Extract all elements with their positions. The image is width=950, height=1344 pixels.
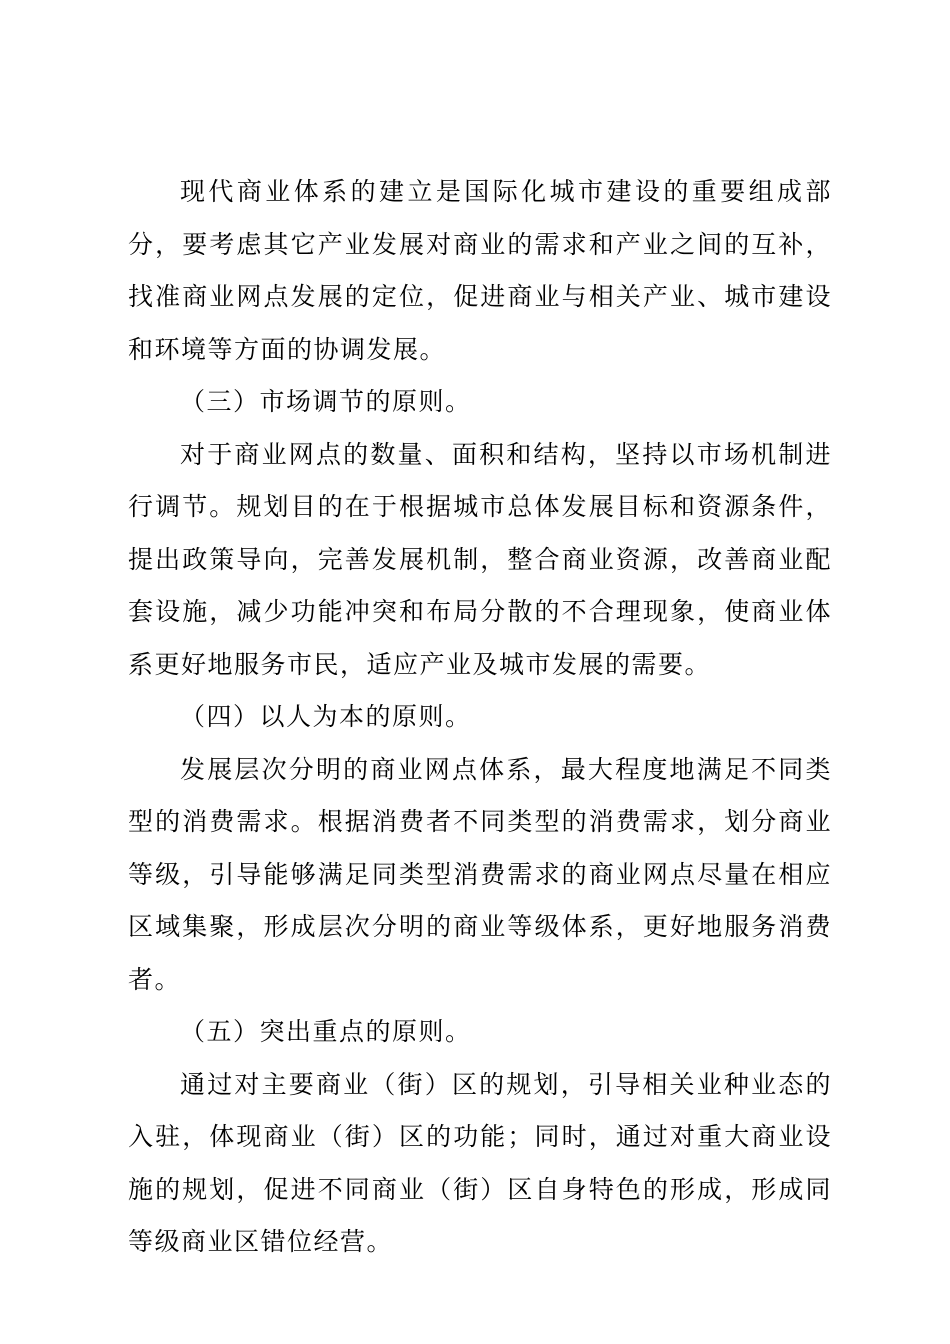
section-heading-market-regulation: （三）市场调节的原则。 xyxy=(180,387,472,416)
paragraph-key-focus: 通过对主要商业（街）区的规划，引导相关业种业态的入驻，体现商业（街）区的功能；同时，通过对重大商业设施的规划，促进不同商业（街）区自身特色的形成，形成同等级商业区错位经营。 xyxy=(128,1069,832,1256)
paragraph-people-oriented: 发展层次分明的商业网点体系，最大程度地满足不同类型的消费需求。根据消费者不同类型的消费需求，划分商业等级，引导能够满足同类型消费需求的商业网点尽量在相应区域集聚，形成层次分明的商业等级体系，更好地服务消费者。 xyxy=(128,754,832,994)
section-heading-key-focus: （五）突出重点的原则。 xyxy=(180,1017,472,1046)
paragraph-modern-commerce-system: 现代商业体系的建立是国际化城市建设的重要组成部分，要考虑其它产业发展对商业的需求和产业之间的互补，找准商业网点发展的定位，促进商业与相关产业、城市建设和环境等方面的协调发展。 xyxy=(128,177,832,364)
document-body xyxy=(128,166,832,1269)
section-heading-people-oriented: （四）以人为本的原则。 xyxy=(180,702,472,731)
paragraph-market-regulation: 对于商业网点的数量、面积和结构，坚持以市场机制进行调节。规划目的在于根据城市总体发展目标和资源条件，提出政策导向，完善发展机制，整合商业资源，改善商业配套设施，减少功能冲突和布局分散的不合理现象，使商业体系更好地服务市民，适应产业及城市发展的需要。 xyxy=(128,439,832,679)
